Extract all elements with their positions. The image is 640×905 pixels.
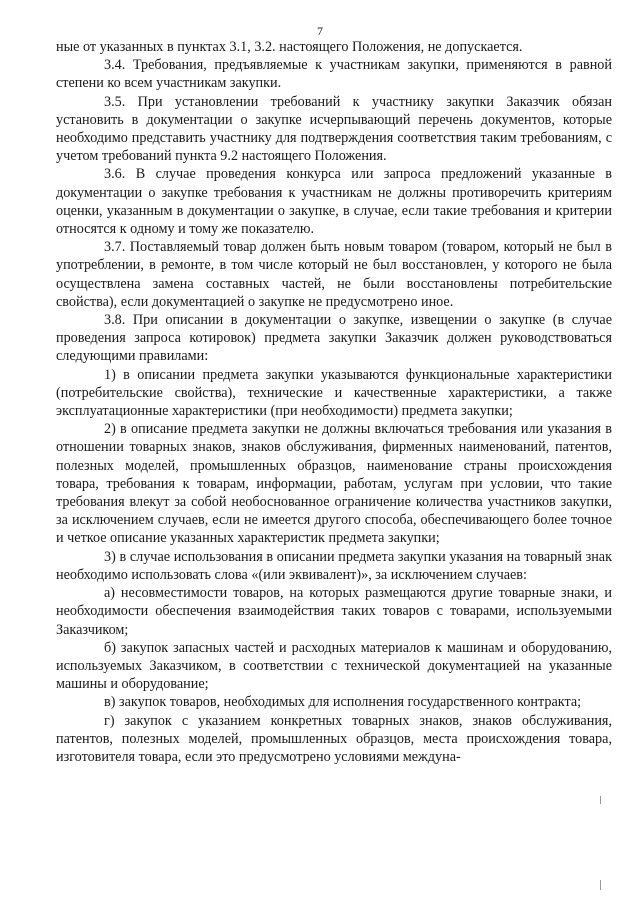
scan-artifact-mark xyxy=(600,880,601,890)
document-body xyxy=(56,38,612,766)
subitem-g: г) закупок с указанием конкретных товарных знаков, знаков обслуживания, патентов, полезных моделей, промышленных образцов, места происхождения товара, изготовителя товара, если это предусмотрено условиями междуна- xyxy=(56,712,612,765)
paragraph-3-6: 3.6. В случае проведения конкурса или запроса предложений указанные в документации о закупке требования к участникам не должны противоречить критериям оценки, указанным в документации о закупке, в случае, если такие требования и критерии относятся к одному и тому же показателю. xyxy=(56,166,612,238)
paragraph-3-5: 3.5. При установлении требований к участнику закупки Заказчик обязан установить в документации о закупке исчерпывающий перечень документов, которые необходимо представить участнику для подтверждения соответствия таким требованиям, с учетом требований пункта 9.2 настоящего Положения. xyxy=(56,93,612,165)
subitem-a: а) несовместимости товаров, на которых размещаются другие товарные знаки, и необходимости обеспечения взаимодействия таких товаров с товарами, используемыми Заказчиком; xyxy=(56,585,612,638)
subitem-b: б) закупок запасных частей и расходных материалов к машинам и оборудованию, используемых Заказчиком, в соответствии с технической документацией на указанные машины и оборудование; xyxy=(56,639,612,693)
paragraph-3-8: 3.8. При описании в документации о закупке, извещении о закупке (в случае проведения запроса котировок) предмета закупки Заказчик должен руководствоваться следующими правилами: xyxy=(56,312,612,365)
rule-item-2: 2) в описание предмета закупки не должны включаться требования или указания в отношении товарных знаков, знаков обслуживания, фирменных наименований, патентов, полезных моделей, промышленных образцов, наименование страны происхождения товара, требования к товарам, информации, работам, услугам при условии, что такие требования влекут за собой необоснованное ограничение количества участников закупки, за исключением случаев, если не имеется другого способа, обеспечивающего более точное и четкое описание указанных характеристик предмета закупки; xyxy=(56,421,612,547)
paragraph-3-7: 3.7. Поставляемый товар должен быть новым товаром (товаром, который не был в употреблении, в ремонте, в том числе который не был восстановлен, у которого не была осуществлена замена составных частей, не были восстановлены потребительские свойства), если документацией о закупке не предусмотрено иное. xyxy=(56,239,612,310)
rule-item-1: 1) в описании предмета закупки указываются функциональные характеристики (потребительские свойства), технические и качественные характеристики, а также эксплуатационные характеристики (при необходимости) предмета закупки; xyxy=(56,366,612,420)
rule-item-3: 3) в случае использования в описании предмета закупки указания на товарный знак необходимо использовать слова «(или эквивалент)», за исключением случаев: xyxy=(56,548,612,583)
scan-artifact-mark xyxy=(600,796,601,804)
paragraph-continuation: ные от указанных в пунктах 3.1, 3.2. настоящего Положения, не допускается. xyxy=(56,39,523,55)
page-number: 7 xyxy=(317,24,323,38)
paragraph-3-4: 3.4. Требования, предъявляемые к участникам закупки, применяются в равной степени ко всем участникам закупки. xyxy=(56,57,612,92)
subitem-v: в) закупок товаров, необходимых для исполнения государственного контракта; xyxy=(104,694,582,711)
